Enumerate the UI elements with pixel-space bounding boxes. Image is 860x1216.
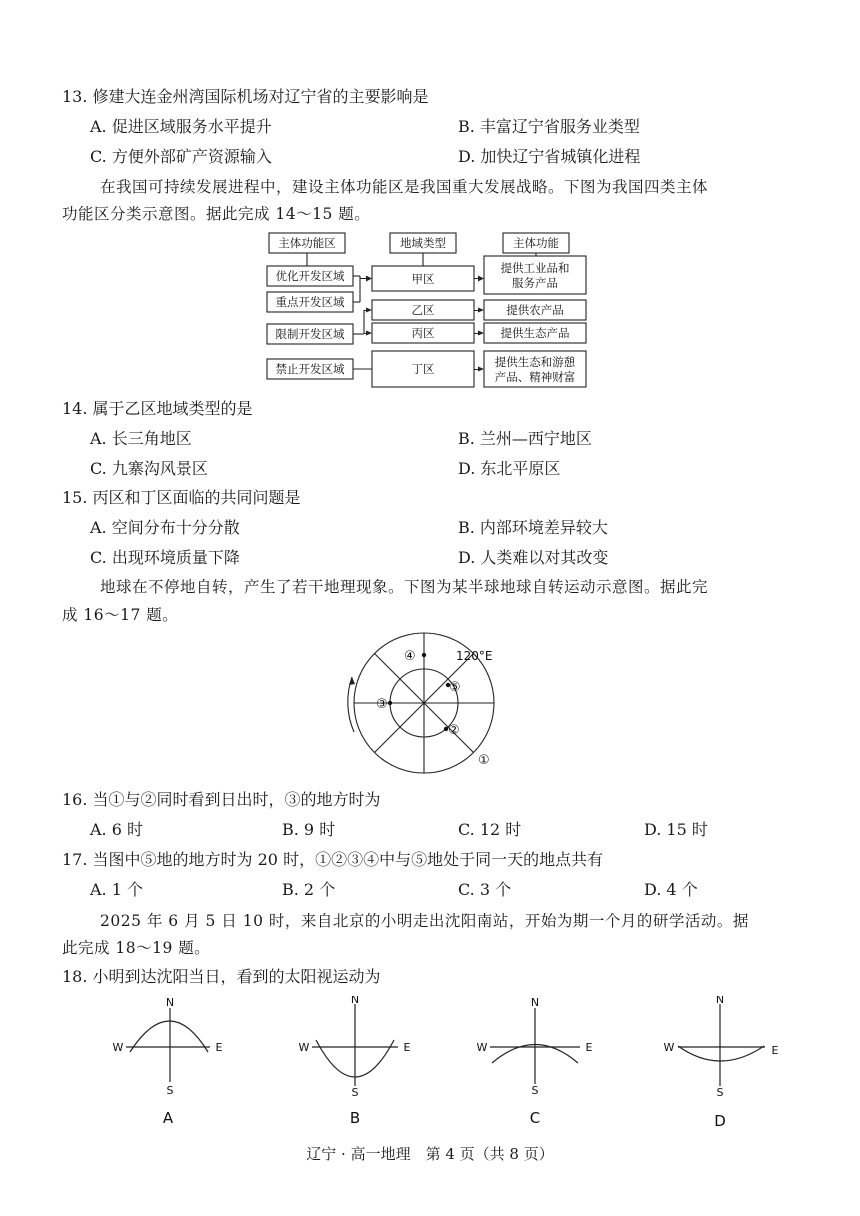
point-5-label: ⑤ bbox=[449, 680, 461, 695]
q13-option-c: C. 方便外部矿产资源输入 bbox=[90, 147, 272, 166]
q17-option-a: A. 1 个 bbox=[90, 880, 143, 899]
option-b-label: B bbox=[349, 1109, 361, 1127]
intro18-line1: 2025 年 6 月 5 日 10 时，来自北京的小明走出沈阳南站，开始为期一个月的研学活动。据 bbox=[100, 912, 749, 930]
q16-option-d: D. 15 时 bbox=[644, 820, 708, 839]
compass-b-n: N bbox=[350, 996, 360, 1006]
sun-path-options bbox=[100, 996, 790, 1136]
q14-stem: 14. 属于乙区地域类型的是 bbox=[62, 399, 253, 418]
q18-stem: 18. 小明到达沈阳当日，看到的太阳视运动为 bbox=[62, 967, 381, 986]
function-ding-line2: 产品、精神财富 bbox=[494, 370, 576, 384]
point-4-label: ④ bbox=[404, 649, 416, 664]
header-function: 主体功能 bbox=[513, 236, 559, 250]
function-bing: 提供生态产品 bbox=[500, 326, 570, 340]
compass-a-n: N bbox=[165, 996, 175, 1009]
option-c-label: C bbox=[529, 1109, 541, 1127]
compass-d-w: W bbox=[663, 1041, 675, 1054]
q14-option-a: A. 长三角地区 bbox=[90, 429, 192, 448]
q13-option-b: B. 丰富辽宁省服务业类型 bbox=[458, 117, 640, 136]
region-yi: 乙区 bbox=[411, 303, 435, 317]
intro16-line2: 成 16～17 题。 bbox=[62, 606, 179, 624]
point-3-dot bbox=[388, 701, 392, 705]
compass-a-s: S bbox=[166, 1084, 174, 1097]
function-zone-diagram bbox=[262, 230, 602, 392]
q16-option-b: B. 9 时 bbox=[282, 820, 336, 839]
compass-a-w: W bbox=[112, 1041, 124, 1054]
zone-prohibited: 禁止开发区域 bbox=[275, 362, 345, 376]
compass-c-n: N bbox=[530, 996, 540, 1009]
q17-option-c: C. 3 个 bbox=[458, 880, 512, 899]
compass-c-w: W bbox=[476, 1041, 488, 1054]
q14-option-b: B. 兰州—西宁地区 bbox=[458, 429, 592, 448]
earth-rotation-diagram bbox=[338, 632, 518, 774]
q16-stem: 16. 当①与②同时看到日出时，③的地方时为 bbox=[62, 790, 381, 809]
option-d-label: D bbox=[714, 1112, 726, 1130]
zone-key: 重点开发区域 bbox=[275, 295, 345, 309]
header-region-type: 地域类型 bbox=[400, 236, 446, 250]
q15-option-a: A. 空间分布十分分散 bbox=[90, 518, 240, 537]
compass-b-s: S bbox=[351, 1086, 359, 1099]
q17-stem: 17. 当图中⑤地的地方时为 20 时，①②③④中与⑤地处于同一天的地点共有 bbox=[62, 850, 604, 869]
meridian-120e-label: 120°E bbox=[456, 649, 493, 663]
q15-option-d: D. 人类难以对其改变 bbox=[458, 548, 609, 567]
q13-option-d: D. 加快辽宁省城镇化进程 bbox=[458, 147, 641, 166]
q13-option-a: A. 促进区域服务水平提升 bbox=[90, 117, 272, 136]
region-bing: 丙区 bbox=[411, 326, 435, 340]
intro14-line1: 在我国可持续发展进程中，建设主体功能区是我国重大发展战略。下图为我国四类主体 bbox=[100, 178, 709, 196]
function-jia-line1: 提供工业品和 bbox=[500, 261, 570, 275]
q15-option-c: C. 出现环境质量下降 bbox=[90, 548, 240, 567]
region-jia: 甲区 bbox=[411, 272, 435, 286]
q17-option-d: D. 4 个 bbox=[644, 880, 698, 899]
compass-d-s: S bbox=[716, 1086, 724, 1099]
intro18-line2: 此完成 18～19 题。 bbox=[62, 939, 211, 957]
page-footer: 辽宁 · 高一地理 第 4 页（共 8 页） bbox=[306, 1145, 554, 1163]
sun-path-d bbox=[678, 1046, 764, 1061]
compass-b-w: W bbox=[298, 1041, 310, 1054]
header-zone: 主体功能区 bbox=[278, 236, 336, 250]
region-ding: 丁区 bbox=[411, 362, 435, 376]
q15-option-b: B. 内部环境差异较大 bbox=[458, 518, 608, 537]
q16-option-c: C. 12 时 bbox=[458, 820, 522, 839]
compass-b-e: E bbox=[403, 1041, 411, 1054]
q14-option-d: D. 东北平原区 bbox=[458, 459, 561, 478]
q17-option-b: B. 2 个 bbox=[282, 880, 336, 899]
rotation-arrow-icon bbox=[348, 677, 354, 732]
option-a-label: A bbox=[162, 1109, 174, 1127]
compass-a-e: E bbox=[215, 1041, 223, 1054]
function-yi: 提供农产品 bbox=[506, 303, 564, 317]
point-3-label: ③ bbox=[376, 697, 388, 712]
q15-stem: 15. 丙区和丁区面临的共同问题是 bbox=[62, 488, 301, 507]
q16-option-a: A. 6 时 bbox=[90, 820, 143, 839]
compass-c-s: S bbox=[531, 1084, 539, 1097]
point-4-dot bbox=[422, 653, 426, 657]
q13-stem: 13. 修建大连金州湾国际机场对辽宁省的主要影响是 bbox=[62, 87, 429, 106]
compass-c-e: E bbox=[585, 1041, 593, 1054]
compass-d-n: N bbox=[715, 996, 725, 1006]
zone-optimize: 优化开发区域 bbox=[275, 269, 345, 283]
zone-restricted: 限制开发区域 bbox=[275, 327, 345, 341]
function-jia-line2: 服务产品 bbox=[512, 276, 558, 290]
point-2-label: ② bbox=[448, 723, 460, 738]
point-1-label: ① bbox=[478, 753, 490, 768]
intro16-line1: 地球在不停地自转，产生了若干地理现象。下图为某半球地球自转运动示意图。据此完 bbox=[100, 578, 709, 596]
q14-option-c: C. 九寨沟风景区 bbox=[90, 459, 208, 478]
intro14-line2: 功能区分类示意图。据此完成 14～15 题。 bbox=[62, 205, 371, 223]
compass-d-e: E bbox=[771, 1044, 779, 1057]
function-ding-line1: 提供生态和游憩 bbox=[494, 355, 576, 369]
